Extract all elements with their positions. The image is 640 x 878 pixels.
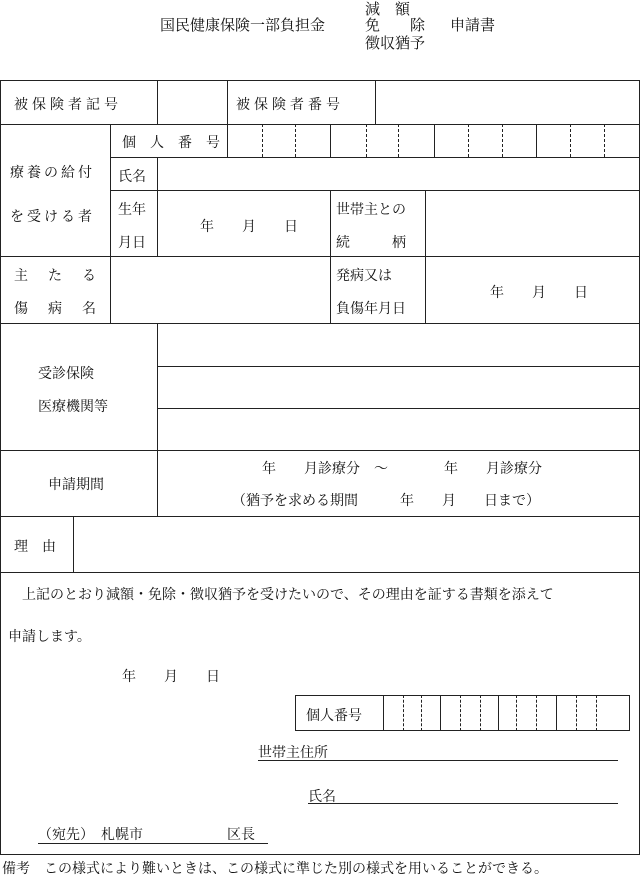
institution-field-3[interactable]: [158, 409, 638, 449]
name-label: 氏名: [118, 169, 146, 185]
deferral-period[interactable]: （猶予を求める期間 年 月 日まで）: [232, 493, 540, 509]
disease-name-field[interactable]: [111, 257, 329, 322]
personal-number-label: 個 人 番 号: [122, 135, 220, 151]
remarks-note: 備考 この様式により難いときは、この様式に準じた別の様式を用いることができる。: [2, 861, 548, 877]
institution-field-1[interactable]: [158, 324, 638, 365]
addressee-underline: [38, 843, 268, 844]
disease-label-2: 傷 病 名: [14, 301, 99, 317]
recipient-name-field[interactable]: [158, 158, 638, 189]
exemption-option: 免 除: [365, 16, 426, 34]
disease-label: 主 た る: [14, 268, 99, 284]
relation-field[interactable]: [426, 191, 638, 255]
applicant-personal-number-field[interactable]: [384, 696, 629, 730]
reason-field[interactable]: [74, 517, 638, 571]
period-range[interactable]: 年 月診療分 ～ 年 月診療分: [262, 461, 542, 477]
householder-address-label: 世帯主住所: [258, 745, 328, 761]
birth-label-2: 月日: [118, 235, 146, 251]
insured-symbol-label: 被保険者記号: [14, 97, 122, 113]
personal-number-field[interactable]: [228, 125, 638, 156]
declaration-text: 上記のとおり減額・免除・徴収猶予を受けたいので、その理由を証する書類を添えて: [22, 587, 554, 603]
insured-number-field[interactable]: [376, 81, 638, 123]
householder-address-field[interactable]: [258, 760, 618, 761]
relation-label-2: 続 柄: [336, 235, 406, 251]
form-title: 国民健康保険一部負担金: [160, 16, 326, 34]
insured-number-label: 被保険者番号: [236, 97, 344, 113]
relation-label: 世帯主との: [336, 202, 406, 218]
recipient-label-2: を受ける者: [10, 209, 95, 225]
institution-label-2: 医療機関等: [38, 399, 108, 415]
form-title-suffix: 申請書: [450, 16, 496, 34]
onset-date-field[interactable]: 年 月 日: [490, 285, 588, 301]
deferral-option: 徴収猶予: [365, 34, 426, 52]
declaration-text-2: 申請します。: [8, 629, 91, 645]
insured-symbol-field[interactable]: [158, 81, 226, 123]
applicant-name-field[interactable]: [308, 803, 618, 804]
applicant-name-label: 氏名: [308, 789, 336, 805]
applicant-personal-number-label: 個人番号: [306, 708, 362, 724]
institution-field-2[interactable]: [158, 367, 638, 407]
recipient-label: 療養の給付: [10, 165, 95, 181]
reduction-option: 減 額: [365, 0, 411, 18]
birth-label: 生年: [118, 202, 146, 218]
institution-label: 受診保険: [38, 366, 94, 382]
application-date[interactable]: 年 月 日: [122, 669, 220, 685]
addressee: （宛先） 札幌市 区長: [38, 827, 255, 843]
onset-label: 発病又は: [336, 268, 392, 284]
birth-date-field[interactable]: 年 月 日: [200, 219, 298, 235]
reason-label: 理 由: [14, 539, 56, 555]
onset-label-2: 負傷年月日: [336, 301, 406, 317]
period-label: 申請期間: [48, 477, 104, 493]
